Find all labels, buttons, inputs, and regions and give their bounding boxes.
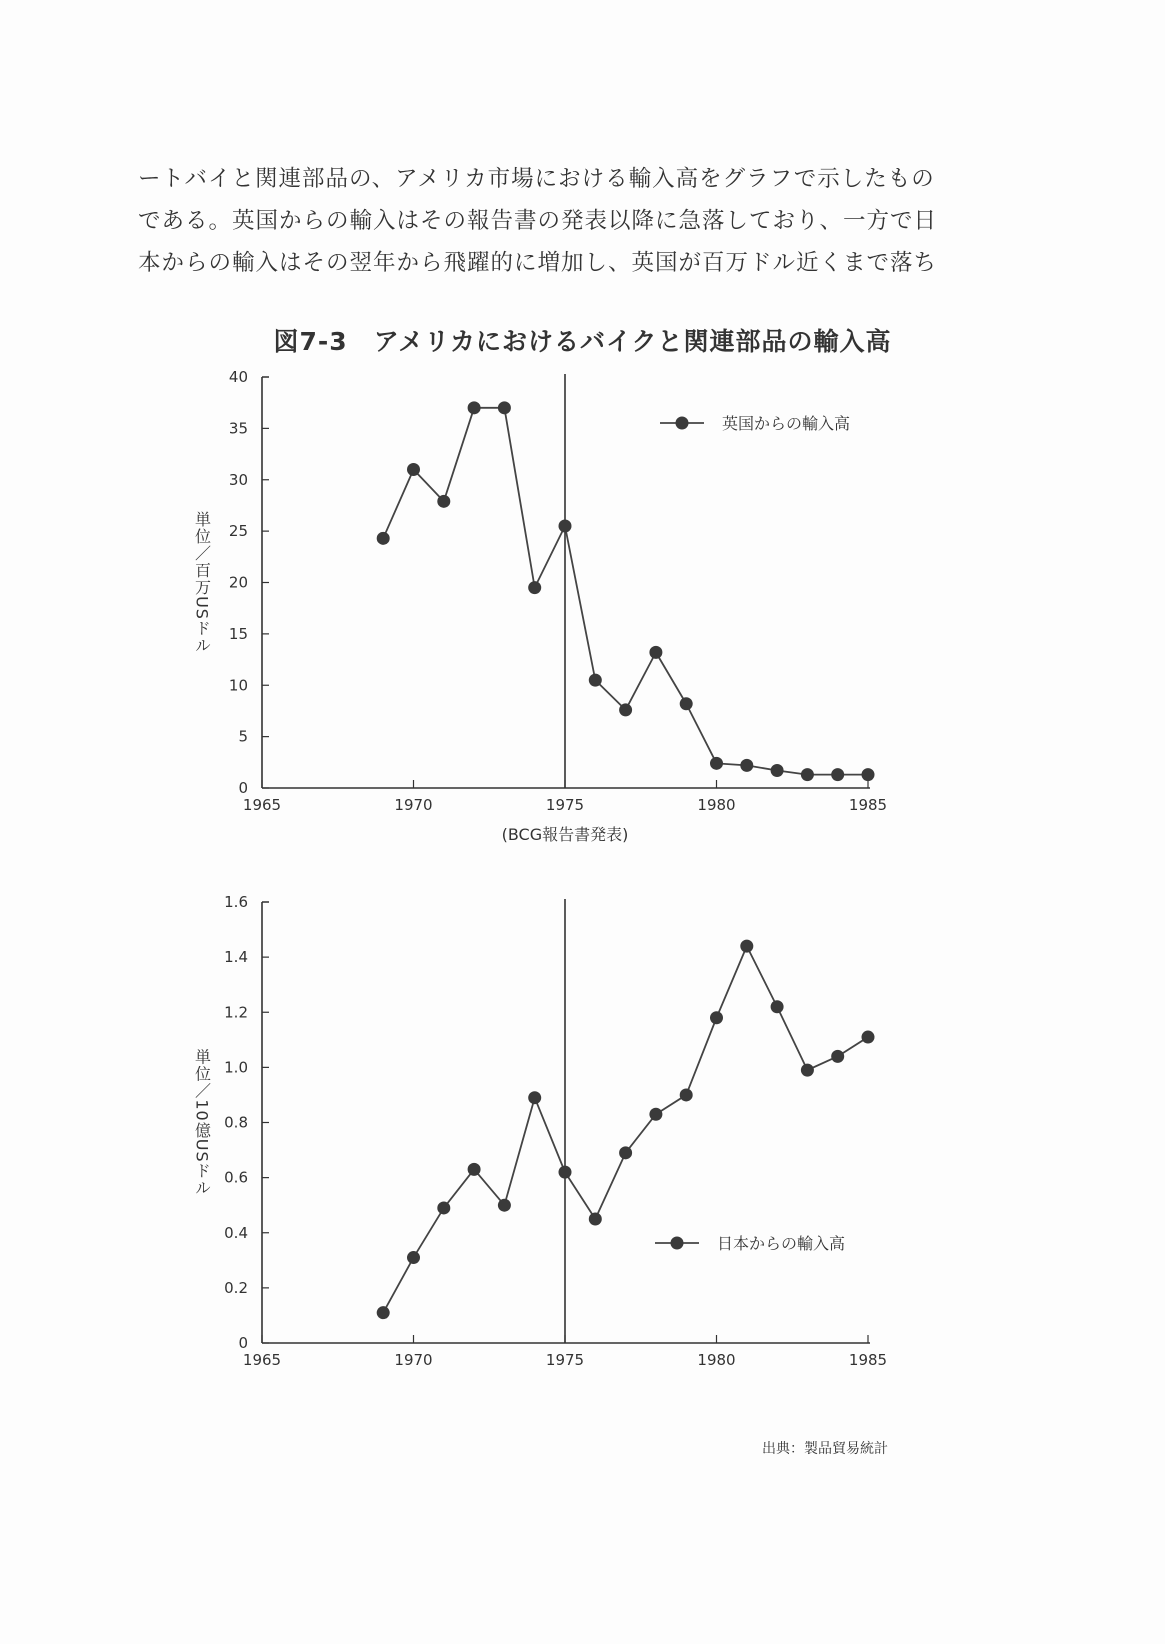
data-point bbox=[437, 495, 450, 508]
y-tick-label: 0 bbox=[238, 1334, 248, 1352]
legend-marker bbox=[671, 1237, 684, 1250]
data-point bbox=[559, 519, 572, 532]
series-line bbox=[383, 946, 868, 1313]
data-point bbox=[801, 1064, 814, 1077]
data-point bbox=[619, 1146, 632, 1159]
x-tick-label: 1980 bbox=[697, 796, 736, 814]
y-tick-label: 0.4 bbox=[224, 1223, 248, 1242]
y-tick-label: 40 bbox=[228, 368, 248, 386]
x-tick-label: 1985 bbox=[848, 1351, 888, 1369]
y-tick-label: 5 bbox=[238, 727, 248, 746]
data-point bbox=[831, 768, 844, 781]
y-tick-label: 0.6 bbox=[224, 1168, 248, 1187]
data-point bbox=[407, 463, 420, 476]
y-tick-label: 0.8 bbox=[224, 1113, 248, 1132]
data-point bbox=[649, 646, 662, 659]
x-tick-label: 1980 bbox=[697, 1351, 736, 1369]
data-point bbox=[559, 1166, 572, 1179]
legend bbox=[655, 1234, 845, 1253]
y-tick-label: 30 bbox=[228, 470, 248, 489]
x-tick-label: 1970 bbox=[394, 796, 433, 814]
data-point bbox=[740, 759, 753, 772]
y-tick-label: 0.2 bbox=[224, 1278, 248, 1297]
data-point bbox=[437, 1201, 450, 1214]
body-text-line: ートバイと関連部品の、アメリカ市場における輸入高をグラフで示したもの bbox=[138, 166, 935, 192]
data-point bbox=[498, 1199, 511, 1212]
legend-label: 英国からの輸入高 bbox=[722, 414, 851, 433]
y-tick-label: 1.2 bbox=[224, 1003, 248, 1022]
data-point bbox=[528, 581, 541, 594]
y-tick-label: 20 bbox=[228, 573, 248, 592]
y-axis-label: 単位／10億USドル bbox=[192, 1048, 212, 1197]
data-point bbox=[589, 1212, 602, 1225]
data-point bbox=[680, 1088, 693, 1101]
reference-line-label: (BCG報告書発表) bbox=[501, 825, 629, 844]
data-point bbox=[710, 757, 723, 770]
y-tick-label: 35 bbox=[228, 419, 248, 438]
x-tick-label: 1965 bbox=[242, 796, 282, 814]
data-point bbox=[771, 1000, 784, 1013]
data-point bbox=[619, 703, 632, 716]
data-point bbox=[377, 532, 390, 545]
data-point bbox=[862, 1031, 875, 1044]
series-line bbox=[383, 408, 868, 775]
uk-imports-chart bbox=[0, 370, 1165, 850]
data-point bbox=[771, 764, 784, 777]
y-tick-label: 1.4 bbox=[224, 948, 248, 967]
data-point bbox=[740, 940, 753, 953]
x-tick-label: 1975 bbox=[545, 796, 585, 814]
x-tick-label: 1965 bbox=[242, 1351, 282, 1369]
legend bbox=[660, 414, 850, 433]
data-point bbox=[862, 768, 875, 781]
y-tick-label: 0 bbox=[238, 779, 248, 797]
y-tick-label: 25 bbox=[228, 522, 248, 541]
data-point bbox=[407, 1251, 420, 1264]
y-tick-label: 15 bbox=[228, 624, 248, 643]
data-point bbox=[680, 697, 693, 710]
data-point bbox=[589, 674, 602, 687]
legend-marker bbox=[676, 417, 689, 430]
data-point bbox=[498, 401, 511, 414]
y-tick-label: 10 bbox=[228, 676, 248, 695]
y-tick-label: 1.6 bbox=[224, 893, 248, 911]
figure-title: 図7-3 アメリカにおけるバイクと関連部品の輸入高 bbox=[273, 327, 892, 356]
data-point bbox=[468, 1163, 481, 1176]
body-text bbox=[138, 158, 1018, 284]
data-point bbox=[377, 1306, 390, 1319]
legend-label: 日本からの輸入高 bbox=[717, 1234, 846, 1253]
x-tick-label: 1985 bbox=[848, 796, 888, 814]
japan-imports-chart bbox=[0, 895, 1165, 1375]
data-point bbox=[649, 1108, 662, 1121]
y-axis-label: 単位／百万USドル bbox=[192, 511, 212, 654]
data-point bbox=[528, 1091, 541, 1104]
body-text-line: 本からの輸入はその翌年から飛躍的に増加し、英国が百万ドル近くまで落ち bbox=[138, 250, 938, 276]
data-point bbox=[710, 1011, 723, 1024]
x-tick-label: 1970 bbox=[394, 1351, 433, 1369]
source-note: 出典：製品貿易統計 bbox=[762, 1441, 888, 1457]
x-tick-label: 1975 bbox=[545, 1351, 585, 1369]
y-tick-label: 1.0 bbox=[224, 1058, 248, 1077]
data-point bbox=[831, 1050, 844, 1063]
data-point bbox=[801, 768, 814, 781]
body-text-line: である。英国からの輸入はその報告書の発表以降に急落しており、一方で日 bbox=[138, 208, 938, 234]
data-point bbox=[468, 401, 481, 414]
